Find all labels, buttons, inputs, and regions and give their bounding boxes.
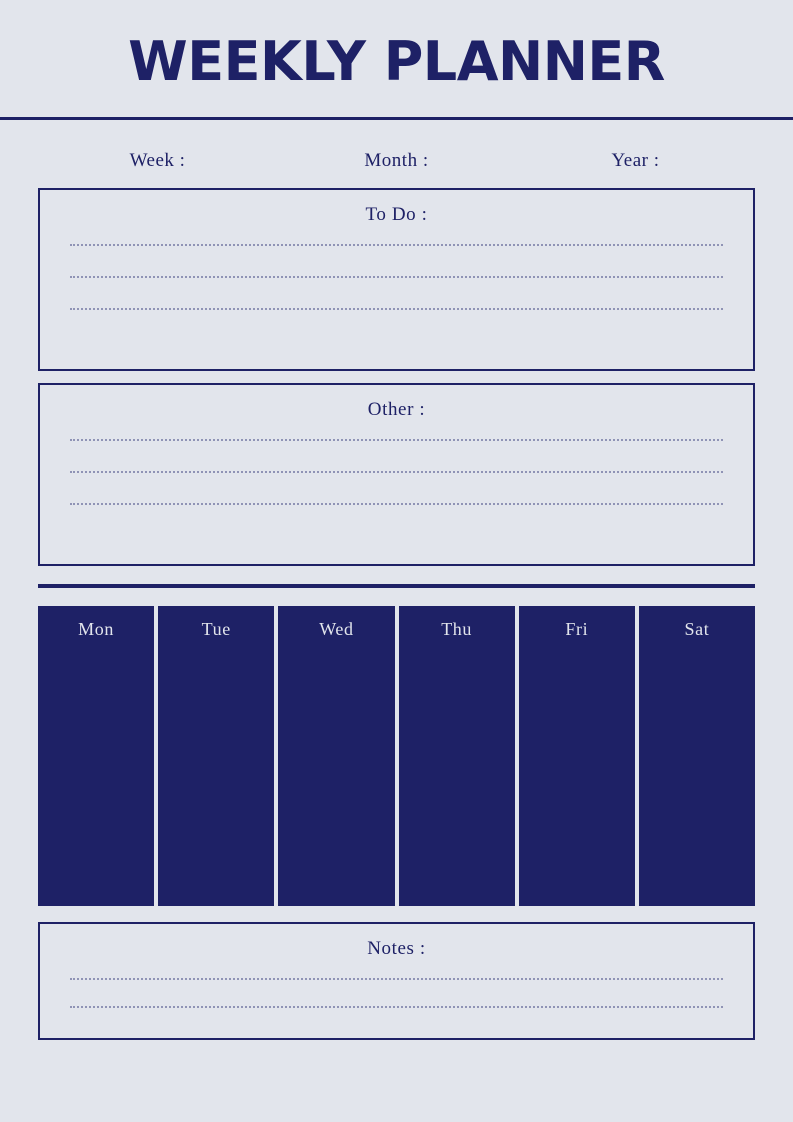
notes-section-label: Notes :	[367, 937, 426, 959]
day-label: Wed	[319, 618, 354, 639]
day-column-wed[interactable]	[278, 606, 394, 906]
year-field[interactable]	[516, 150, 755, 172]
year-field-label: Year :	[611, 149, 660, 171]
todo-write-line[interactable]	[70, 308, 723, 310]
title-divider	[0, 117, 793, 120]
day-label: Fri	[565, 618, 589, 639]
month-field[interactable]	[277, 150, 516, 172]
notes-write-line[interactable]	[70, 978, 723, 980]
todo-section	[38, 188, 755, 371]
month-field-label: Month :	[364, 149, 429, 171]
title-area	[0, 0, 793, 120]
notes-section	[38, 922, 755, 1040]
page-title: WEEKLY PLANNER	[128, 30, 665, 93]
todo-write-line[interactable]	[70, 276, 723, 278]
day-column-mon[interactable]	[38, 606, 154, 906]
other-write-line[interactable]	[70, 503, 723, 505]
week-field[interactable]	[38, 150, 277, 172]
day-column-sat[interactable]	[639, 606, 755, 906]
day-label: Thu	[441, 618, 472, 639]
other-write-line[interactable]	[70, 471, 723, 473]
notes-write-line[interactable]	[70, 1006, 723, 1008]
day-column-tue[interactable]	[158, 606, 274, 906]
days-grid	[38, 606, 755, 906]
day-label: Tue	[201, 618, 231, 639]
day-column-fri[interactable]	[519, 606, 635, 906]
day-label: Sat	[684, 618, 710, 639]
day-label: Mon	[78, 618, 114, 639]
day-column-thu[interactable]	[399, 606, 515, 906]
days-section-divider	[38, 584, 755, 588]
meta-fields-row	[0, 150, 793, 172]
week-field-label: Week :	[129, 149, 186, 171]
todo-write-line[interactable]	[70, 244, 723, 246]
other-section	[38, 383, 755, 566]
todo-section-label: To Do :	[365, 203, 428, 225]
other-section-label: Other :	[367, 398, 426, 420]
other-write-line[interactable]	[70, 439, 723, 441]
